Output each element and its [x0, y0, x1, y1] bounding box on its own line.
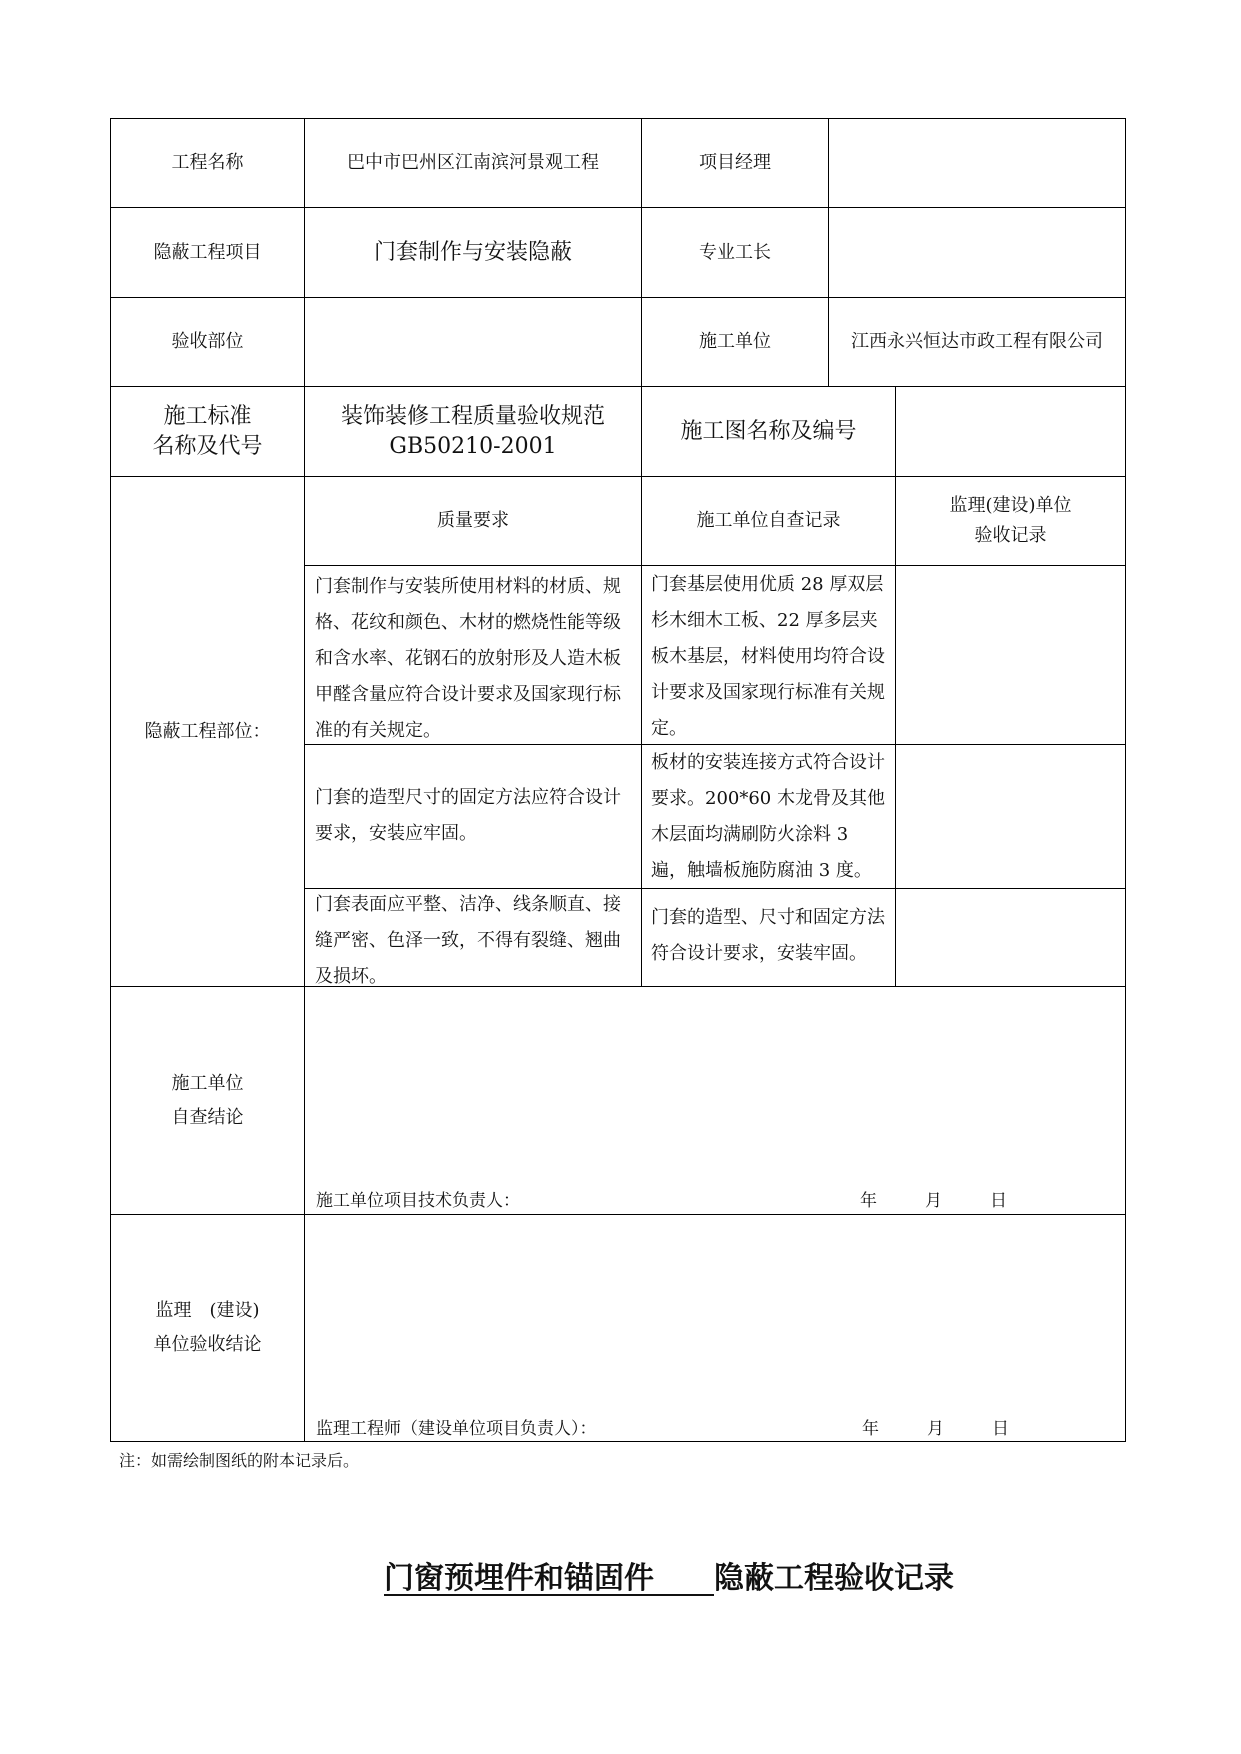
- col-supervision-header: [896, 477, 1125, 565]
- requirement-2: 门套的造型尺寸的固定方法应符合设计要求，安装应牢固。: [315, 787, 621, 844]
- contractor-value: 江西永兴恒达市政工程有限公司: [851, 331, 1103, 352]
- standard-value-line2: GB50210-2001: [389, 433, 557, 459]
- hidden-part-label: 隐蔽工程部位：: [144, 720, 271, 742]
- row-divider: [304, 565, 1126, 566]
- col-supervision-line2: 验收记录: [974, 525, 1047, 546]
- standard-value: [305, 387, 641, 476]
- col-divider: [895, 386, 896, 986]
- next-record-title: [384, 1553, 954, 1597]
- self-conclusion-year: 年: [860, 1191, 877, 1211]
- self-conclusion-month: 月: [925, 1191, 942, 1211]
- self-check-2: 板材的安装连接方式符合设计要求。200*60 木龙骨及其他木层面均满刷防火涂料 3 遍，触墙板施防腐油 3 度。: [651, 752, 885, 881]
- hidden-item-value: 门套制作与安装隐蔽: [373, 239, 572, 265]
- acceptance-part-value: [305, 298, 641, 386]
- supervision-conclusion-day: 日: [992, 1419, 1009, 1439]
- supervision-conclusion-label-line1: 监理 (建设): [155, 1300, 260, 1321]
- standard-label-line1: 施工标准: [163, 403, 252, 429]
- footnote: 注：如需绘制图纸的附本记录后。: [119, 1451, 360, 1470]
- next-record-title-rest: 隐蔽工程验收记录: [714, 1561, 954, 1596]
- supervision-conclusion-year: 年: [862, 1419, 879, 1439]
- self-conclusion-label-line2: 自查结论: [171, 1106, 244, 1128]
- requirement-3: 门套表面应平整、洁净、线条顺直、接缝严密、色泽一致，不得有裂缝、翘曲及损坏。: [315, 894, 621, 987]
- drawing-value: [896, 387, 1125, 476]
- table-border-bottom: [110, 1441, 1126, 1442]
- foreman-value: [829, 208, 1125, 297]
- standard-label: [111, 387, 304, 476]
- supervision-conclusion-label-line2: 单位验收结论: [153, 1334, 262, 1355]
- drawing-label: 施工图名称及编号: [680, 418, 857, 444]
- project-manager-value: [829, 119, 1125, 207]
- project-name-label: 工程名称: [171, 152, 244, 173]
- col-quality-header: 质量要求: [437, 510, 509, 531]
- table-border-right: [1125, 118, 1126, 1442]
- contractor-label: 施工单位: [699, 331, 771, 352]
- next-record-title-underlined: 门窗预埋件和锚固件: [384, 1561, 714, 1596]
- supervision-conclusion-signer: 监理工程师（建设单位项目负责人）：: [316, 1419, 597, 1439]
- self-conclusion-label: [111, 987, 304, 1214]
- self-conclusion-day: 日: [990, 1191, 1007, 1211]
- acceptance-part-label: 验收部位: [171, 331, 244, 352]
- requirement-1: 门套制作与安装所使用材料的材质、规格、花纹和颜色、木材的燃烧性能等级和含水率、花钢石的放射形及人造木板甲醛含量应符合设计要求及国家现行标准的有关规定。: [315, 576, 621, 741]
- col-self-check-header: 施工单位自查记录: [696, 510, 841, 531]
- self-conclusion-label-line1: 施工单位: [171, 1072, 244, 1094]
- standard-value-line1: 装饰装修工程质量验收规范: [340, 403, 605, 429]
- self-check-1: 门套基层使用优质 28 厚双层杉木细木工板、22 厚多层夹板木基层，材料使用均符合设计要求及国家现行标准有关规定。: [651, 574, 885, 739]
- supervision-conclusion-label: [111, 1215, 304, 1441]
- hidden-item-label: 隐蔽工程项目: [153, 241, 262, 263]
- project-manager-label: 项目经理: [699, 152, 771, 173]
- supervision-conclusion-month: 月: [927, 1419, 944, 1439]
- col-supervision-line1: 监理(建设)单位: [949, 495, 1072, 516]
- self-check-3: 门套的造型、尺寸和固定方法符合设计要求，安装牢固。: [651, 907, 885, 964]
- project-name-value: 巴中市巴州区江南滨河景观工程: [347, 152, 599, 173]
- standard-label-line2: 名称及代号: [152, 433, 263, 459]
- foreman-label: 专业工长: [699, 241, 771, 263]
- self-conclusion-signer: 施工单位项目技术负责人：: [316, 1191, 520, 1211]
